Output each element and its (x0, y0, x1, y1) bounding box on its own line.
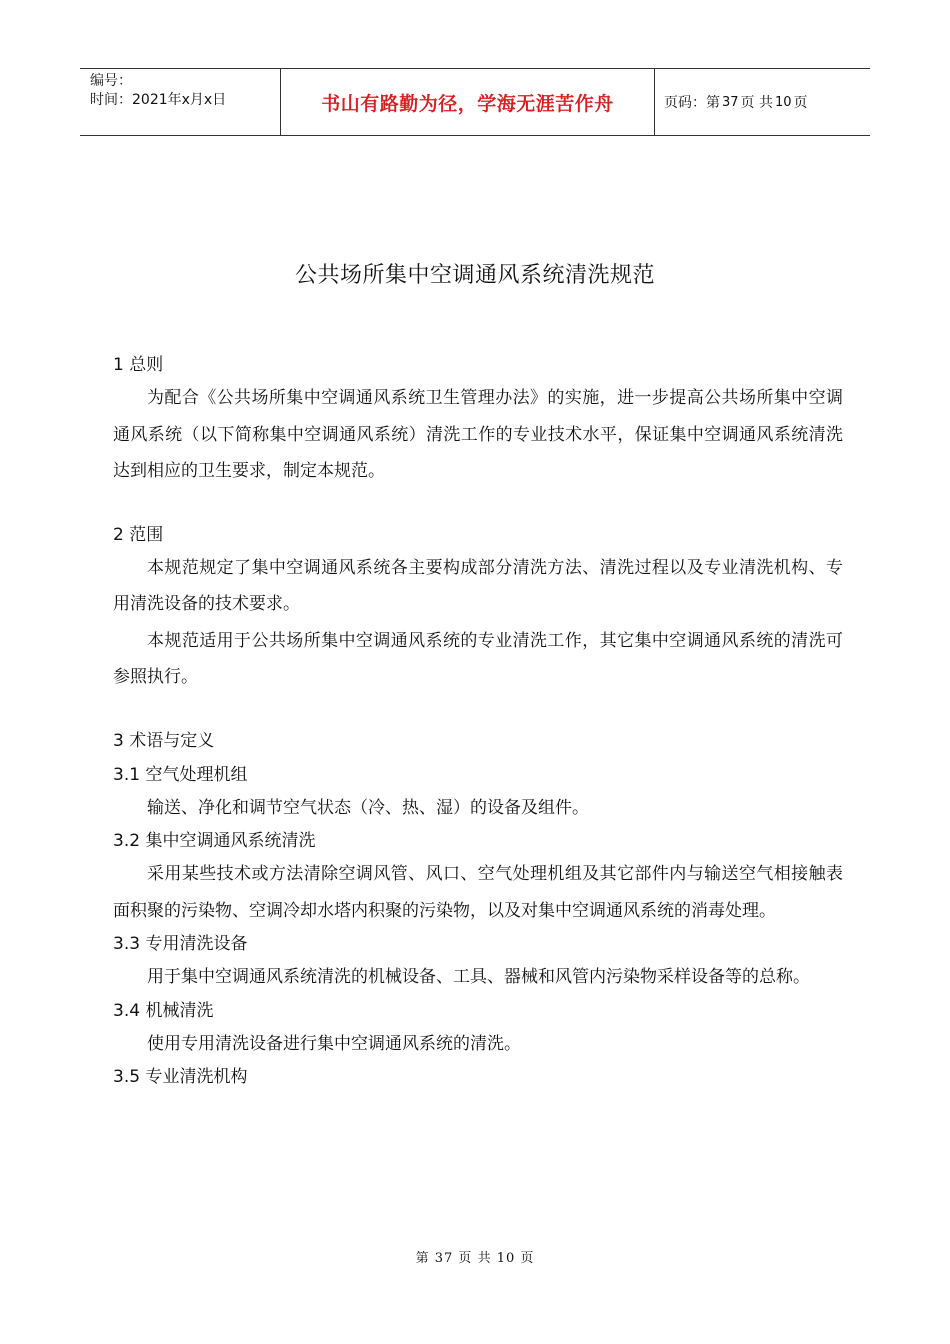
header-page-number (655, 69, 870, 135)
page-prefix: 页码：第 (664, 95, 720, 111)
section-heading: 2 范围 (113, 524, 164, 545)
page-mid: 页 共 (740, 95, 773, 111)
paragraph: 输送、净化和调节空气状态（冷、热、湿）的设备及组件。 (147, 797, 589, 818)
subsection-heading: 3.2 集中空调通风系统清洗 (113, 831, 316, 851)
section-heading: 1 总则 (113, 355, 164, 375)
subsection-heading: 3.5 专业清洗机构 (113, 1067, 248, 1087)
header-motto: 书山有路勤为径，学海无涯苦作舟 (281, 69, 655, 135)
document-title: 公共场所集中空调通风系统清洗规范 (294, 263, 655, 288)
paragraph: 为配合《公共场所集中空调通风系统卫生管理办法》的实施，进一步提高公共场所集中空调通风系统（以下简称集中空调通风系统）清洗工作的专业技术水平，保证集中空调通风系统清洗达到相应的卫生要求，制定本规范。 (113, 388, 843, 481)
date-label: 时间：2021年x月x日 (90, 92, 227, 108)
paragraph: 使用专用清洗设备进行集中空调通风系统的清洗。 (147, 1033, 521, 1054)
page-total: 10 (775, 94, 792, 110)
page-current: 37 (722, 94, 739, 110)
paragraph: 用于集中空调通风系统清洗的机械设备、工具、器械和风管内污染物采样设备等的总称。 (147, 967, 810, 987)
subsection-heading: 3.1 空气处理机组 (113, 764, 248, 785)
section-heading: 3 术语与定义 (113, 730, 215, 751)
document-body (113, 350, 843, 1092)
paragraph: 本规范规定了集中空调通风系统各主要构成部分清洗方法、清洗过程以及专业清洗机构、专用清洗设备的技术要求。 (113, 557, 843, 614)
paragraph: 采用某些技术或方法清除空调风管、风口、空气处理机组及其它部件内与输送空气相接触表面积聚的污染物、空调冷却水塔内积聚的污染物，以及对集中空调通风系统的消毒处理。 (113, 864, 843, 921)
subsection-heading: 3.3 专用清洗设备 (113, 934, 248, 954)
paragraph: 本规范适用于公共场所集中空调通风系统的专业清洗工作，其它集中空调通风系统的清洗可参照执行。 (113, 630, 843, 687)
subsection-heading: 3.4 机械清洗 (113, 1000, 214, 1021)
code-label: 编号： (90, 73, 132, 89)
page-footer: 第 37 页 共 10 页 (415, 1251, 535, 1266)
header-meta (80, 69, 281, 135)
page-header (80, 68, 870, 136)
page-suffix: 页 (793, 95, 808, 111)
